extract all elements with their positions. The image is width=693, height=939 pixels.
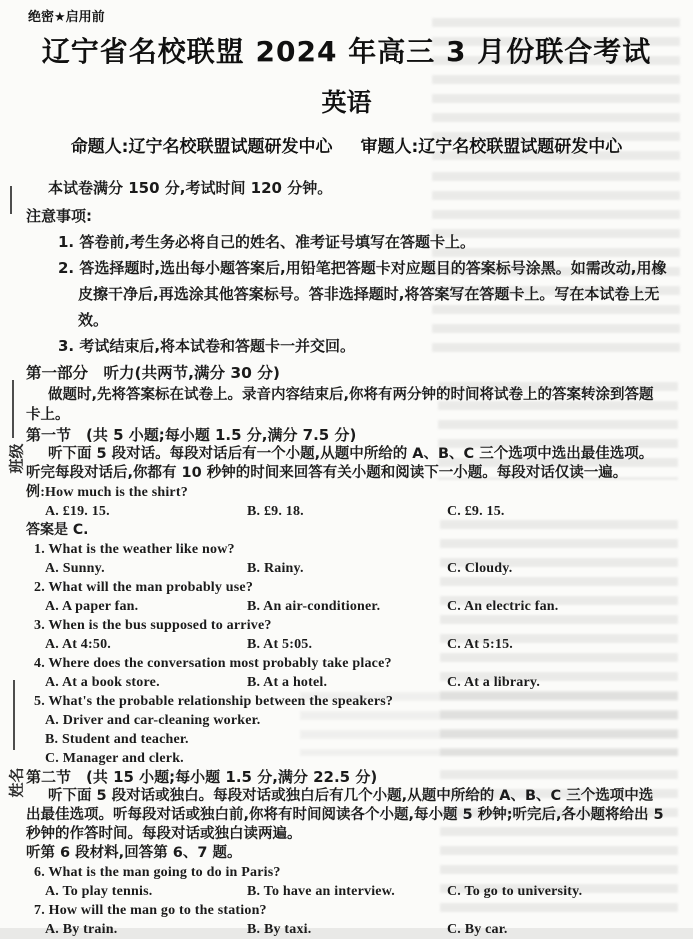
- example-answer: 答案是 C.: [26, 522, 89, 538]
- class-field-label: 班级: [7, 443, 26, 474]
- question-1-option-a: A. Sunny.: [45, 561, 105, 576]
- notice-item-1: 1. 答卷前,考生务必将自己的姓名、准考证号填写在答题卡上。: [58, 233, 476, 251]
- example-prompt: 例:How much is the shirt?: [26, 485, 188, 500]
- question-5-option-c: C. Manager and clerk.: [45, 751, 184, 766]
- question-3-options: [26, 635, 667, 654]
- class-underline: [12, 380, 14, 438]
- question-3-option-c: C. At 5:15.: [447, 637, 513, 652]
- example-option-a: A. £19. 15.: [45, 504, 110, 519]
- exam-title: 辽宁省名校联盟 2024 年高三 3 月份联合考试: [41, 35, 652, 68]
- question-2-option-b: B. An air-conditioner.: [247, 599, 381, 614]
- question-3-text: 3. When is the bus supposed to arrive?: [34, 618, 272, 633]
- section1-heading: 第一节 (共 5 小题;每小题 1.5 分,满分 7.5 分): [26, 426, 357, 444]
- question-7-option-a: A. By train.: [45, 922, 118, 937]
- example-option-c: C. £9. 15.: [447, 504, 505, 519]
- subject-title: 英语: [321, 88, 372, 117]
- question-7-text: 7. How will the man go to the station?: [34, 903, 267, 918]
- question-3-option-b: B. At 5:05.: [247, 637, 313, 652]
- question-5-text: 5. What's the probable relationship between the speakers?: [34, 694, 394, 709]
- exam-info: 本试卷满分 150 分,考试时间 120 分钟。: [48, 179, 333, 197]
- question-4-option-a: A. At a book store.: [45, 675, 160, 690]
- question-7-option-b: B. By taxi.: [247, 922, 312, 937]
- question-1-text: 1. What is the weather like now?: [34, 542, 235, 557]
- question-7-option-c: C. By car.: [447, 922, 508, 937]
- notice-item-3: 3. 考试结束后,将本试卷和答题卡一并交回。: [58, 337, 356, 355]
- section2-material-note: 听第 6 段材料,回答第 6、7 题。: [26, 845, 242, 861]
- part1-intro: 做题时,先将答案标在试卷上。录音内容结束后,你将有两分钟的时间将试卷上的答案转涂到答题卡上。: [26, 387, 654, 423]
- example-options: [26, 502, 667, 521]
- question-2-text: 2. What will the man probably use?: [34, 580, 254, 595]
- section2-instructions: 听下面 5 段对话或独白。每段对话或独白后有几个小题,从题中所给的 A、B、C 三个选项中选出最佳选项。听每段对话或独白前,你将有时间阅读各个小题,每小题 5 秒钟;听完后,各小题将给出 5 秒钟的作答时间。每段对话或独白读两遍。: [26, 788, 664, 842]
- setters-line: [26, 136, 667, 158]
- question-6-option-a: A. To play tennis.: [45, 884, 153, 899]
- question-1-options: [26, 559, 667, 578]
- question-4-text: 4. Where does the conversation most probably take place?: [34, 656, 392, 671]
- question-4-options: [26, 673, 667, 692]
- question-5-option-a: A. Driver and car-cleaning worker.: [45, 713, 261, 728]
- question-4-option-c: C. At a library.: [447, 675, 541, 690]
- example-option-b: B. £9. 18.: [247, 504, 304, 519]
- question-6-text: 6. What is the man going to do in Paris?: [34, 865, 281, 880]
- question-2-option-a: A. A paper fan.: [45, 599, 139, 614]
- question-4-option-b: B. At a hotel.: [247, 675, 328, 690]
- question-5-option-b: B. Student and teacher.: [45, 732, 189, 747]
- notice-item-2: 2. 答选择题时,选出每小题答案后,用铅笔把答题卡对应题目的答案标号涂黑。如需改动,用橡皮擦干净后,再选涂其他答案标号。答非选择题时,将答案写在答题卡上。写在本试卷上无效。: [58, 259, 667, 329]
- question-6-option-b: B. To have an interview.: [247, 884, 395, 899]
- question-1-option-b: B. Rainy.: [247, 561, 304, 576]
- question-3-option-a: A. At 4:50.: [45, 637, 111, 652]
- question-2-options: [26, 597, 667, 616]
- question-1-option-c: C. Cloudy.: [447, 561, 513, 576]
- name-field-label: 姓名: [7, 767, 26, 798]
- notice-heading: 注意事项:: [26, 207, 92, 225]
- section2-heading: 第二节 (共 15 小题;每小题 1.5 分,满分 22.5 分): [26, 768, 378, 786]
- proposer-label: 命题人:辽宁名校联盟试题研发中心: [70, 137, 333, 157]
- paper-content: [26, 0, 667, 939]
- question-5-options: [26, 711, 667, 768]
- question-2-option-c: C. An electric fan.: [447, 599, 559, 614]
- question-6-options: [26, 882, 667, 901]
- part1-heading: 第一部分 听力(共两节,满分 30 分): [26, 364, 280, 382]
- question-7-options: [26, 920, 667, 939]
- confidential-label: 绝密★启用前: [28, 10, 105, 25]
- section1-instructions: 听下面 5 段对话。每段对话后有一个小题,从题中所给的 A、B、C 三个选项中选出最佳选项。听完每段对话后,你都有 10 秒钟的时间来回答有关小题和阅读下一小题。每段对话仅读一遍。: [26, 446, 654, 481]
- name-underline: [13, 680, 15, 750]
- question-6-option-c: C. To go to university.: [447, 884, 583, 899]
- reviewer-label: 审题人:辽宁名校联盟试题研发中心: [360, 137, 623, 157]
- margin-line-top: [10, 186, 12, 214]
